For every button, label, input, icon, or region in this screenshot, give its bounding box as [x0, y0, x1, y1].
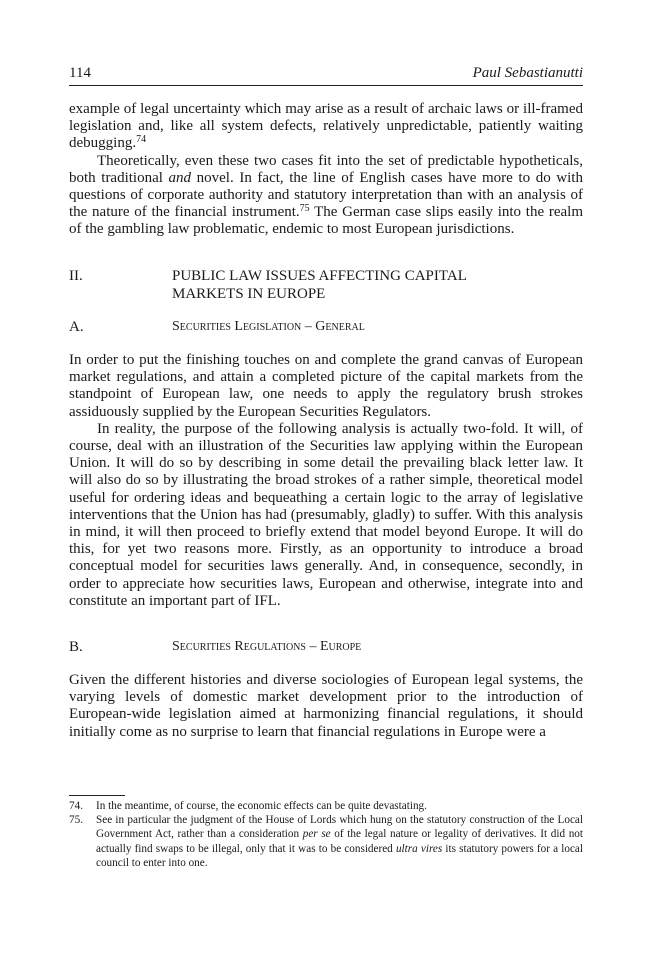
footnote-75: 75. See in particular the judgment of the House of Lords which hung on the statutory construction of the Local Government Act, rather than a consideration per se of the legal nature or legality of derivatives. It did not actually find swaps to be illegal, only that it was to be considered ultra vires its statutory powers for a local council to enter into one. — [69, 814, 583, 869]
subsection-letter: A. — [69, 319, 84, 335]
paragraph: In reality, the purpose of the following analysis is actually two-fold. It will, of course, deal with an illustration of the Securities law applying within the European Union. It will do so by describing in some detail the prevailing black letter law. It will also do so by illustrating the broad strokes of a rather simple, theoretical model useful for ordering ideas and bequeathing a certain logic to the array of legislative interventions that the Union has had (presumably, gladly) to suffer. With this analysis in mind, it will then proceed to briefly extend that model beyond Europe. It will do this, for yet two reasons more. Firstly, as an opportunity to introduce a broad conceptual model for securities laws generally. And, in consequence, secondly, in order to appreciate how securities laws, European and otherwise, integrate into and constitute an important part of IFL. — [69, 420, 583, 609]
footnote-ref-75[interactable]: 75 — [299, 203, 310, 215]
section-b-body — [69, 672, 583, 741]
running-header — [69, 64, 583, 86]
running-author: Paul Sebastianutti — [472, 65, 583, 81]
section-title: PUBLIC LAW ISSUES AFFECTING CAPITAL MARKETS IN EUROPE — [172, 268, 467, 302]
footnote-divider — [69, 795, 125, 796]
footnote-74: 74. In the meantime, of course, the economic effects can be quite devastating. — [69, 800, 427, 812]
paragraph: In order to put the finishing touches on and complete the grand canvas of European market regulations, and attain a completed picture of the capital markets from the standpoint of European law, one needs to apply the regulatory brush strokes assiduously supplied by the European Securities Regulators. — [69, 352, 583, 420]
paragraph: example of legal uncertainty which may arise as a result of archaic laws or ill-framed legislation and, like all system defects, relatively unpredictable, patiently waiting debugging.$^{74}$ — [69, 101, 583, 152]
subsection-title: Securities Legislation – General — [172, 319, 365, 334]
section-number: II. — [69, 268, 83, 284]
subsection-title: Securities Regulations – Europe — [172, 639, 362, 654]
subsection-letter: B. — [69, 639, 83, 655]
section-a-body — [69, 352, 583, 610]
paragraph: Theoretically, even these two cases fit into the set of predictable hypotheticals, both traditional and novel. In fact, the line of English cases have more to do with questions of corporate authority and statutory interpretation than with an analysis of the nature of the financial instrument.$^{75}$ The German case slips easily into the realm of the gambling law problematic, endemic to most European jurisdictions. — [69, 152, 583, 238]
footnotes — [69, 799, 583, 870]
opening-paragraphs — [69, 101, 583, 239]
footnote-ref-74[interactable]: 74 — [136, 134, 147, 146]
page-number: 114 — [69, 65, 91, 81]
paragraph: Given the different histories and diverse sociologies of European legal systems, the varying levels of domestic market development prior to the introduction of European-wide legislation aimed at harmonizing financial regulations, it should initially come as no surprise to learn that financial regulations in Europe were a — [69, 672, 583, 740]
